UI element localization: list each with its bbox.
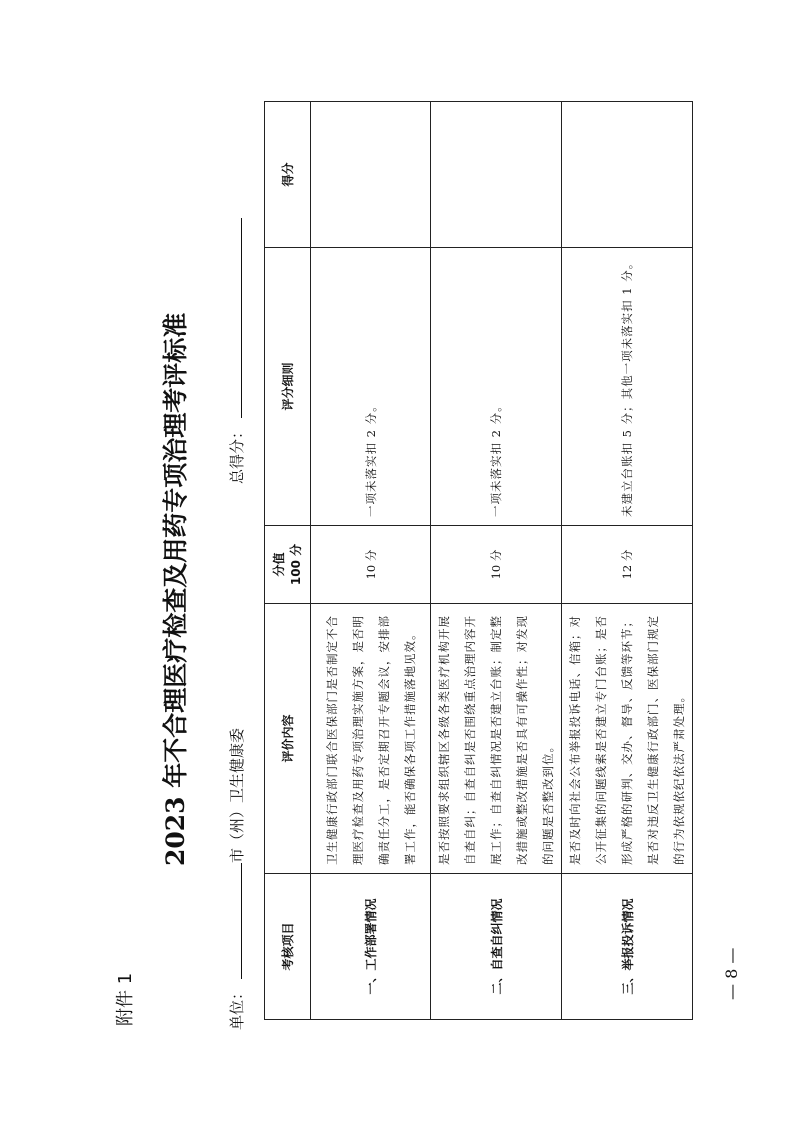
row-rule: 未建立台账扣 5 分；其他一项未落实扣 1 分。	[562, 248, 693, 526]
header-rule: 评分细则	[265, 248, 311, 526]
annex-label: 附件 1	[115, 972, 136, 1026]
row-points: 10 分	[311, 526, 431, 604]
header-points-line2: 100 分	[288, 543, 303, 586]
total-score-line	[226, 218, 247, 484]
unit-label: 单位：	[228, 984, 246, 1030]
total-score-blank	[227, 218, 242, 418]
evaluation-table	[264, 102, 686, 1020]
table-row	[431, 102, 562, 1020]
row-score-cell[interactable]	[311, 102, 431, 248]
row-score-cell[interactable]	[431, 102, 562, 248]
page-number: — 8 —	[722, 947, 741, 1000]
row-project: 二、自查自纠情况	[431, 874, 562, 1020]
table-row	[562, 102, 693, 1020]
unit-line	[226, 728, 247, 1030]
header-score: 得分	[265, 102, 311, 248]
page-title: 2023 年不合理医疗检查及用药专项治理考评标准	[161, 312, 190, 866]
row-project: 一、工作部署情况	[311, 874, 431, 1020]
row-content: 是否按照要求组织辖区各级各类医疗机构开展自查自纠；自查自纠是否围绕重点治理内容开展工作；自查自纠情况是否建立台账；制定整改措施或整改措施是否具有可操作性；对发现的问题是否整改到位。	[431, 604, 562, 874]
table-header-row	[265, 102, 311, 1020]
header-points	[265, 526, 311, 604]
total-score-label: 总得分：	[228, 423, 246, 484]
unit-suffix: 市（州）卫生健康委	[228, 727, 246, 863]
row-content: 卫生健康行政部门联合医保部门是否制定不合理医疗检查及用药专项治理实施方案，是否明确责任分工，是否定期召开专题会议，安排部署工作，能否确保各项工作措施落地见效。	[311, 604, 431, 874]
row-rule: 一项未落实扣 2 分。	[311, 248, 431, 526]
row-rule: 一项未落实扣 2 分。	[431, 248, 562, 526]
unit-blank	[227, 863, 242, 979]
header-points-line1: 分值	[271, 552, 286, 577]
table-row	[311, 102, 431, 1020]
header-content: 评价内容	[265, 604, 311, 874]
header-project: 考核项目	[265, 874, 311, 1020]
row-project: 三、举报投诉情况	[562, 874, 693, 1020]
row-points: 10 分	[431, 526, 562, 604]
row-score-cell[interactable]	[562, 102, 693, 248]
row-points: 12 分	[562, 526, 693, 604]
row-content: 是否及时向社会公布举报投诉电话、信箱；对公开征集的问题线索是否建立专门台账；是否形成严格的研判、交办、督导、反馈等环节；是否对违反卫生健康行政部门、医保部门规定的行为依规依纪依法严肃处理。	[562, 604, 693, 874]
